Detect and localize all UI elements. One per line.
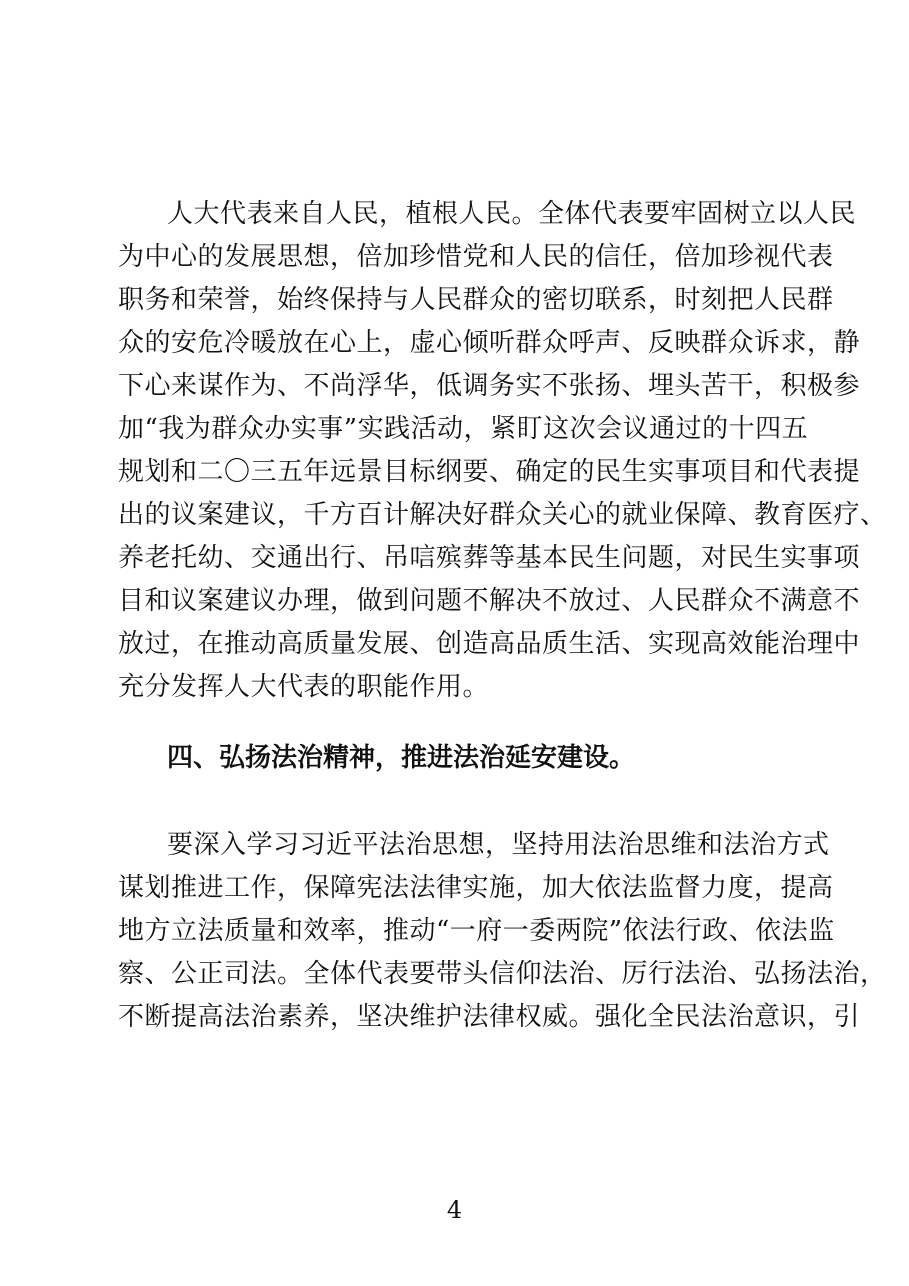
section-heading: 四、弘扬法治精神，推进法治延安建设。	[167, 743, 636, 773]
paragraph-line: 养老托幼、交通出行、吊唁殡葬等基本民生问题，对民生实事项	[118, 543, 861, 573]
paragraph-line: 地方立法质量和效率，推动“一府一委两院”依法行政、依法监	[118, 916, 835, 946]
paragraph-line: 放过，在推动高质量发展、创造高品质生活、实现高效能治理中	[118, 629, 861, 659]
paragraph-line: 为中心的发展思想，倍加珍惜党和人民的信任，倍加珍视代表	[118, 242, 834, 272]
paragraph-line: 要深入学习习近平法治思想，坚持用法治思维和法治方式	[167, 830, 830, 860]
paragraph-line: 下心来谋作为、不尚浮华，低调务实不张扬、埋头苦干，积极参	[118, 371, 861, 401]
paragraph-line: 众的安危冷暖放在心上，虚心倾听群众呼声、反映群众诉求，静	[118, 328, 861, 358]
page-number: 4	[446, 1196, 463, 1224]
paragraph-line: 职务和荣誉，始终保持与人民群众的密切联系，时刻把人民群	[118, 285, 834, 315]
paragraph-line: 加“我为群众办实事”实践活动，紧盯这次会议通过的十四五	[118, 414, 809, 444]
paragraph-line: 察、公正司法。全体代表要带头信仰法治、厉行法治、弘扬法治，	[118, 959, 887, 989]
paragraph-line: 充分发挥人大代表的职能作用。	[118, 672, 490, 702]
paragraph-line: 规划和二〇三五年远景目标纲要、确定的民生实事项目和代表提	[118, 457, 861, 487]
paragraph-line: 出的议案建议，千方百计解决好群众关心的就业保障、教育医疗、	[118, 500, 887, 530]
paragraph-line: 谋划推进工作，保障宪法法律实施，加大依法监督力度，提高	[118, 873, 834, 903]
paragraph-line: 目和议案建议办理，做到问题不解决不放过、人民群众不满意不	[118, 586, 861, 616]
paragraph-line: 不断提高法治素养，坚决维护法律权威。强化全民法治意识，引	[118, 1002, 861, 1032]
paragraph-line: 人大代表来自人民，植根人民。全体代表要牢固树立以人民	[167, 199, 857, 229]
